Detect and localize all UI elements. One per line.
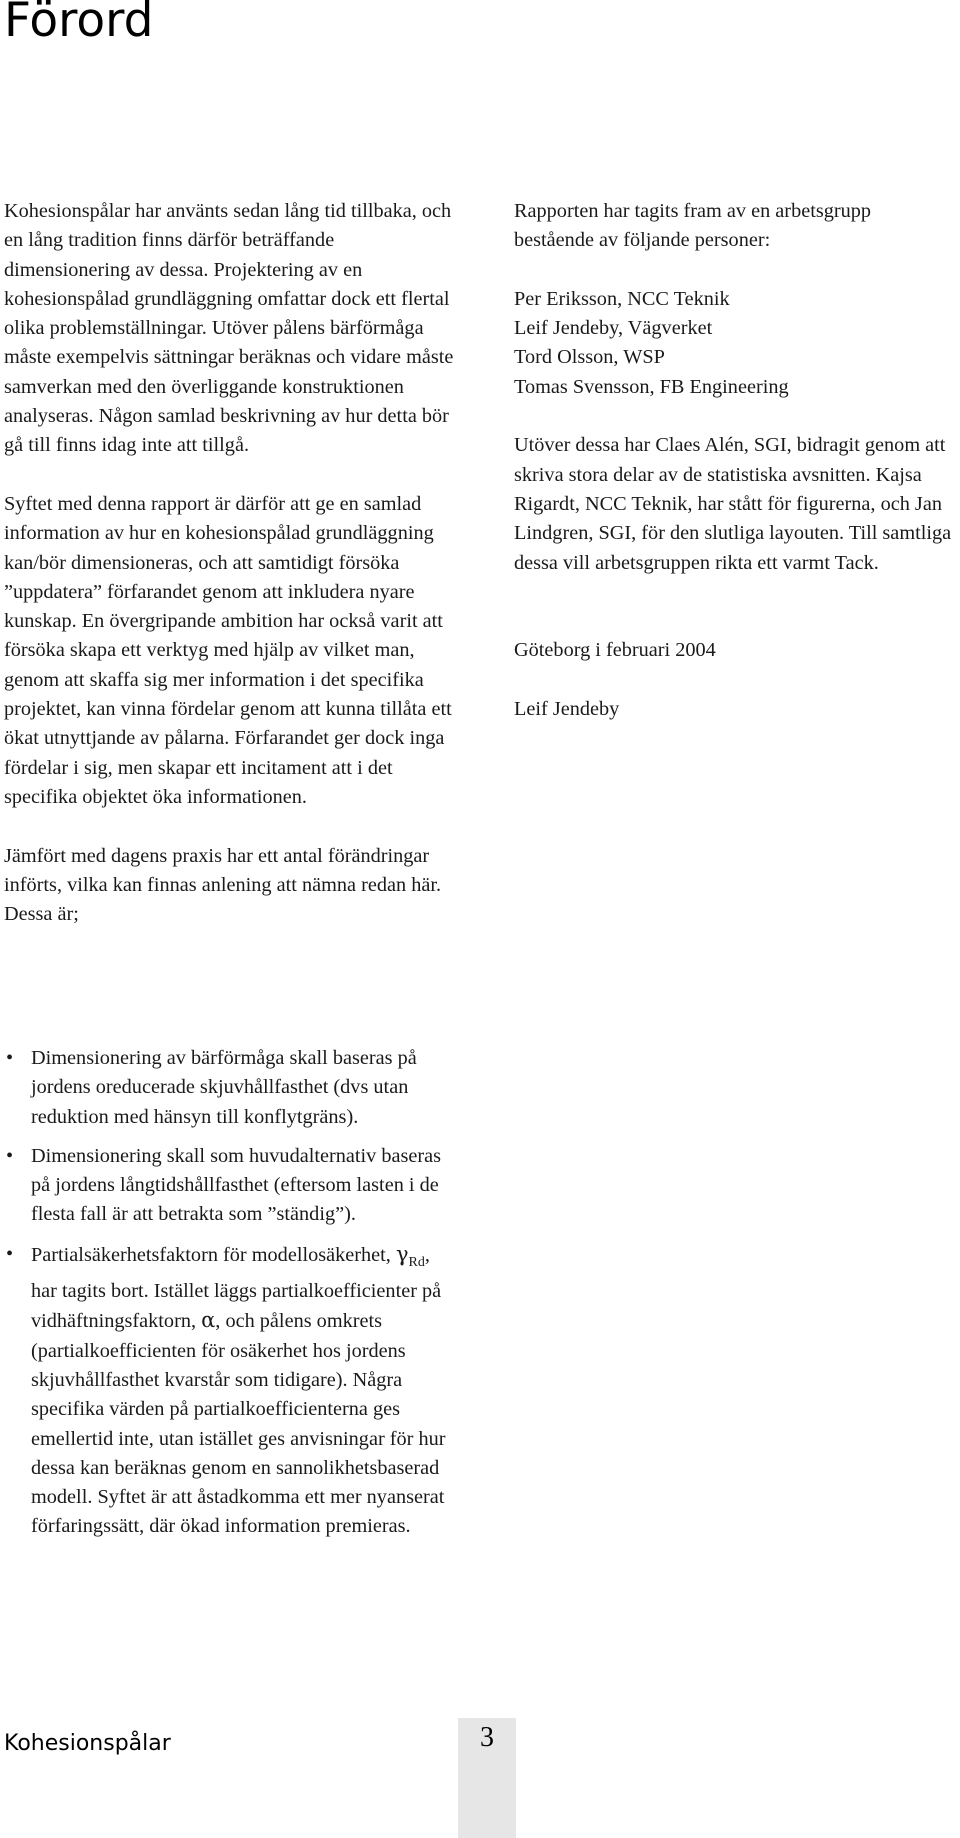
paragraph-changes-intro: Jämfört med dagens praxis har ett antal förändringar införts, vilka kan finnas anlening att nämna redan här. Dessa är; [4, 844, 442, 926]
signature: Leif Jendeby [514, 698, 620, 721]
right-column [514, 197, 954, 724]
acknowledgement-paragraph: Utöver dessa har Claes Alén, SGI, bidragit genom att skriva stora delar av de statistiska avsnitten. Kajsa Rigardt, NCC Teknik, har stått för figurerna, och Jan Lindgren, SGI, för den slutliga layouten. Till samtliga dessa vill arbetsgruppen rikta ett varmt Tack. [514, 434, 952, 574]
gamma-symbol: γ [395, 1241, 409, 1266]
list-item [4, 1044, 454, 1132]
page-number: 3 [480, 1722, 494, 1753]
list-item-text: Dimensionering skall som huvudalternativ baseras på jordens långtidshållfasthet (eftersom lasten i de flesta fall är att betrakta som ”ständig”). [31, 1144, 442, 1226]
bullet-marker: • [6, 1144, 14, 1167]
list-item-text-before: Partialsäkerhetsfaktorn för modellosäkerhet, [31, 1243, 396, 1266]
member-line: Per Eriksson, NCC Teknik [514, 287, 730, 310]
list-item-text-middle: , har tagits bort. Istället läggs partialkoefficienter på vidhäftningsfaktorn, [31, 1243, 442, 1333]
paragraph-history: Kohesionspålar har använts sedan lång tid tillbaka, och en lång tradition finns därför beträffande dimensionering av dessa. Projektering av en kohesionspålad grundläggning omfattar dock ett flertal olika problemställningar. Utöver pålens bärförmåga måste exempelvis sättningar beräknas och vidare måste samverkan med den överliggande konstruktionen analyseras. Någon samlad beskrivning av hur detta bör gå till finns idag inte att tillgå. [4, 200, 454, 457]
member-line: Tomas Svensson, FB Engineering [514, 375, 789, 398]
left-column [4, 197, 454, 929]
footer-publication-title: Kohesionspålar [4, 1731, 171, 1756]
member-line: Tord Olsson, WSP [514, 346, 665, 369]
page-title: Förord [4, 0, 154, 48]
list-item-text-after: , och pålens omkrets (partialkoefficienten för osäkerhet hos jordens skjuvhållfasthet kvarstår som tidigare). Några specifika värden på partialkoefficienterna ges emellertid inte, utan istället ges anvisningar för hur dessa kan beräknas genom en sannolikhetsbaserad modell. Syftet är att åstadkomma ett mer nyanserat förfaringssätt, där ökad information premieras. [31, 1310, 446, 1538]
paragraph-purpose: Syftet med denna rapport är därför att ge en samlad information av hur en kohesionspålad grundläggning kan/bör dimensioneras, och att samtidigt försöka ”uppdatera” förfarandet genom att inkludera nyare kunskap. En övergripande ambition har också varit att försöka skapa ett verktyg med hjälp av vilket man, genom att skaffa sig mer information i det specifika projektet, kan vinna fördelar genom att kunna tillåta ett ökat utnyttjande av pålarna. Förfarandet ger dock inga fördelar i sig, men skapar ett incitament att i det specifika objektet öka informationen. [4, 492, 452, 808]
list-item [4, 1142, 454, 1230]
working-group-intro: Rapporten har tagits fram av en arbetsgrupp bestående av följande personer: [514, 200, 872, 252]
gamma-subscript: Rd [408, 1254, 425, 1270]
bullet-marker: • [6, 1047, 14, 1069]
place-date: Göteborg i februari 2004 [514, 639, 716, 662]
list-item [4, 1240, 454, 1542]
list-item-text: Dimensionering av bärförmåga skall baseras på jordens oreducerade skjuvhållfasthet (dvs utan reduktion med hänsyn till konflytgräns). [31, 1047, 417, 1128]
alpha-symbol: α [201, 1308, 216, 1333]
bullet-marker: • [6, 1242, 14, 1265]
member-line: Leif Jendeby, Vägverket [514, 317, 713, 340]
changes-list [4, 1044, 454, 1552]
